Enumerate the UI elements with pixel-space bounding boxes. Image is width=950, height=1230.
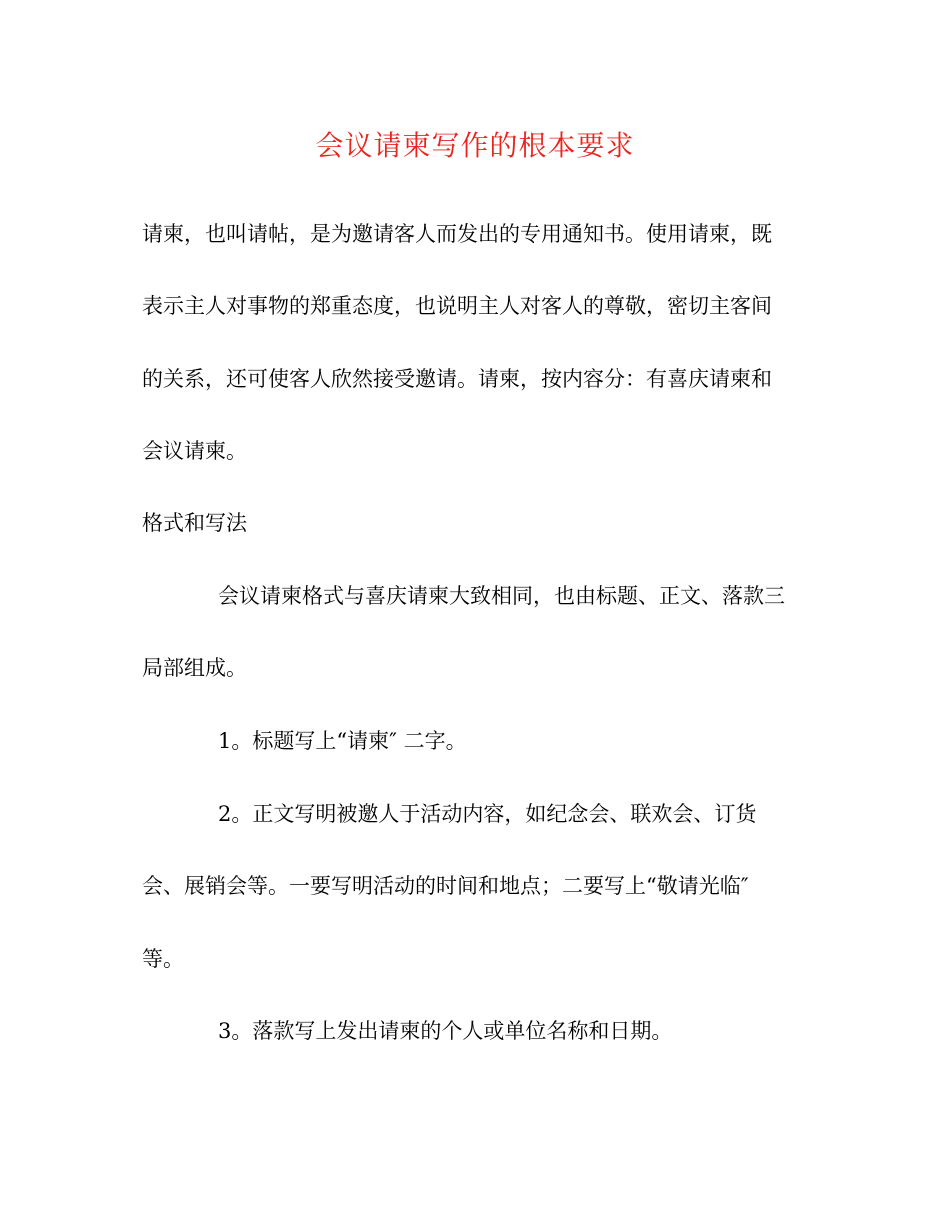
paragraph-line: 请柬，也叫请帖，是为邀请客人而发出的专用通知书。使用请柬，既 xyxy=(142,222,772,246)
list-item: 1。标题写上“请柬″ 二字。 xyxy=(218,729,467,753)
paragraph-line: 表示主人对事物的郑重态度，也说明主人对客人的尊敬，密切主客间 xyxy=(142,294,772,318)
list-item: 3。落款写上发出请柬的个人或单位名称和日期。 xyxy=(218,1019,673,1043)
document-title: 会议请柬写作的根本要求 xyxy=(315,129,635,162)
paragraph-line: 会议请柬格式与喜庆请柬大致相同，也由标题、正文、落款三 xyxy=(218,584,785,608)
paragraph-line: 局部组成。 xyxy=(142,656,247,680)
list-item: 2。正文写明被邀人于活动内容，如纪念会、联欢会、订货 xyxy=(218,802,757,826)
paragraph-line: 的关系，还可使客人欣然接受邀请。请柬，按内容分：有喜庆请柬和 xyxy=(142,367,772,391)
paragraph-line: 会、展销会等。一要写明活动的时间和地点；二要写上“敬请光临″ xyxy=(142,874,749,898)
paragraph-line: 等。 xyxy=(142,947,184,971)
section-heading: 格式和写法 xyxy=(142,511,247,535)
paragraph-line: 会议请柬。 xyxy=(142,439,247,463)
